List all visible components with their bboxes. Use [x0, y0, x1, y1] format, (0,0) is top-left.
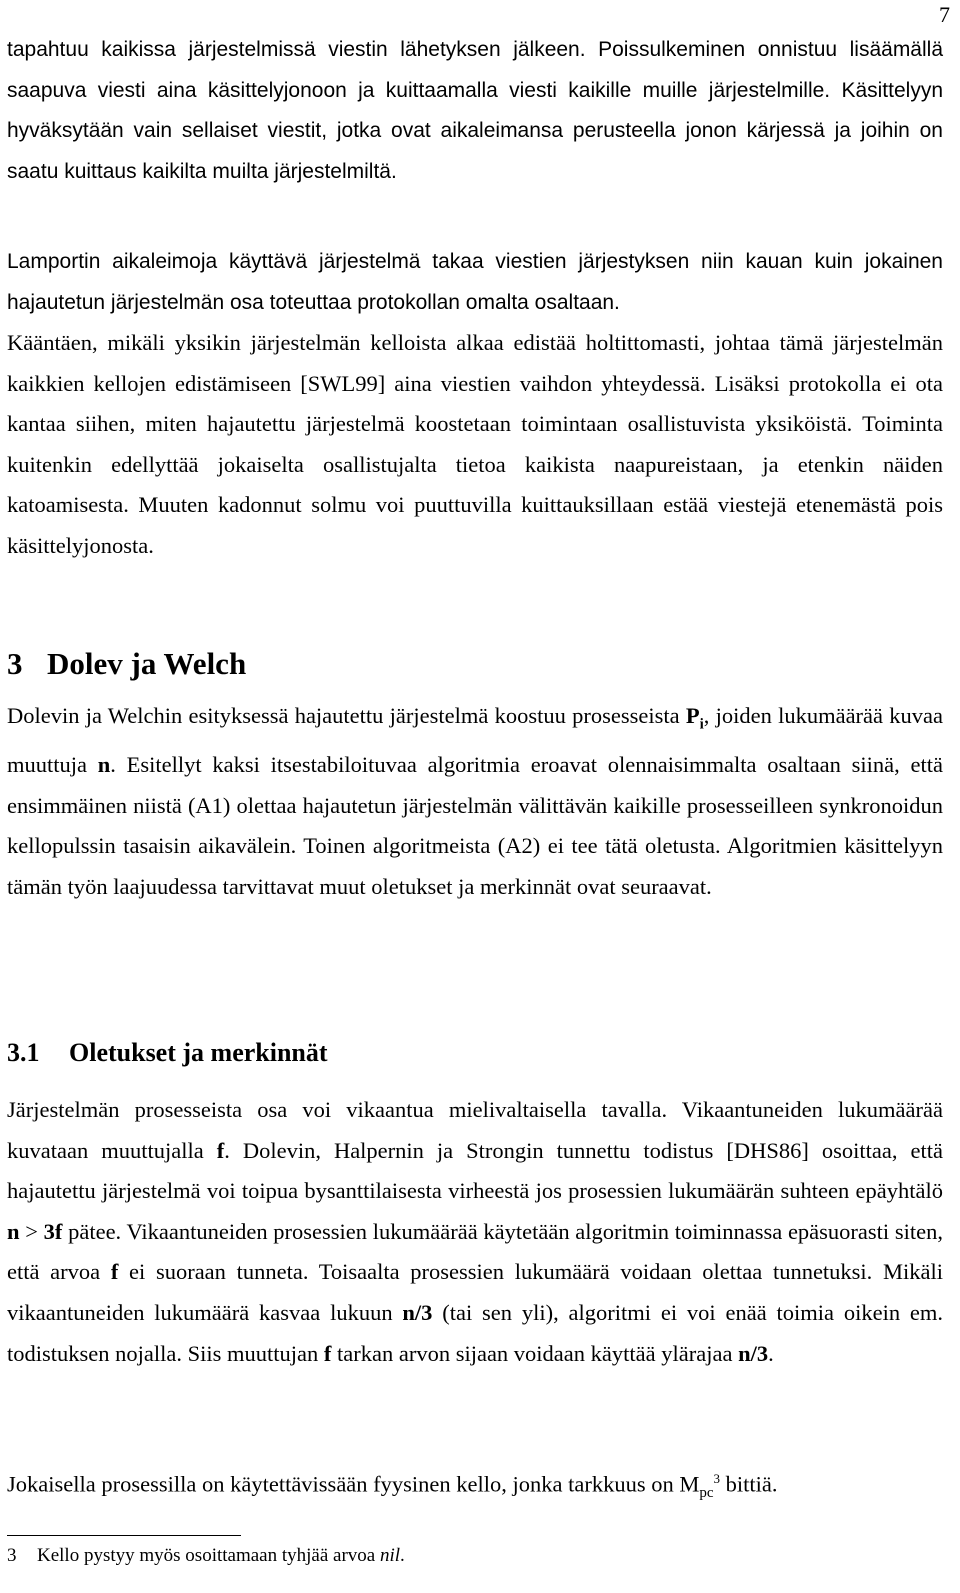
subscript: i — [699, 716, 704, 733]
footnote — [7, 1544, 405, 1568]
paragraph-lamport: Lamportin aikaleimoja käyttävä järjestelmä takaa viestien järjestyksen niin kauan kuin jokainen hajautetun järjestelmän osa toteuttaa protokollan omalta osaltaan. — [7, 250, 943, 314]
footnote-text: Kello pystyy myös osoittamaan tyhjää arvoa — [37, 1545, 380, 1566]
subsection-title: Oletukset ja merkinnät — [69, 1038, 328, 1067]
text-run: . Esitellyt kaksi itsestabiloituvaa algoritmia eroavat olennaisimmalta osaltaan siinä, että ensimmäinen niistä (A1) olettaa hajautetun järjestelmän välittävän kaikille prosesseilleen synkronoidun kellopulssin tasaisin aikavälein. Toinen algoritmeista (A2) ei tee tätä oletusta. Algoritmien käsittelyyn tämän työn laajuudessa tarvittavat muut oletukset ja merkinnät ovat seuraavat. — [7, 752, 944, 899]
bold-term: n/3 — [402, 1299, 433, 1325]
bold-term: P — [685, 703, 700, 728]
text-run: , joiden lukumäärää kuvaa muuttuja — [7, 703, 943, 778]
bold-term: 3f — [43, 1218, 63, 1244]
section-number: 3 — [7, 646, 23, 681]
text-run: Dolevin ja Welchin esityksessä hajautettu järjestelmä koostuu prosesseista — [7, 703, 686, 728]
footnote-divider — [7, 1535, 241, 1536]
paragraph-clock — [7, 1459, 943, 1514]
bold-term: n — [97, 752, 111, 778]
text-run: ei suoraan tunneta. Toisaalta prosessien lukumäärä voidaan olettaa tunnetuksi. Mikäli vikaantuneiden lukumäärä kasvaa lukuun — [7, 1259, 943, 1325]
page-number: 7 — [939, 2, 950, 27]
bold-term: f — [110, 1259, 119, 1285]
text-run: (tai sen yli), algoritmi ei voi enää toimia oikein em. todistuksen nojalla. Siis muuttujan — [7, 1299, 943, 1366]
paragraph-assumptions — [7, 1090, 943, 1374]
section-heading — [7, 645, 246, 683]
bold-term: f — [216, 1137, 225, 1163]
text-run: pätee. Vikaantuneiden prosessien lukumäärää käytetään algoritmin toiminnassa epäsuorasti siten, että arvoa — [7, 1218, 943, 1285]
footnote-ref: 3 — [713, 1471, 721, 1486]
footnote-end: . — [400, 1545, 405, 1566]
text-run: . — [768, 1340, 774, 1366]
section-title: Dolev ja Welch — [47, 646, 247, 681]
subscript: pc — [699, 1485, 714, 1501]
text-run: . Dolevin, Halpernin ja Strongin tunnettu todistus [DHS86] osoittaa, että hajautettu järjestelmä voi toipua bysanttilaisesta virheestä jos prosessien lukumäärän suhteen epäyhtälö — [7, 1137, 943, 1204]
text-run: Järjestelmän prosesseista osa voi vikaantua mielivaltaisella tavalla. Vikaantuneiden lukumäärää kuvataan muuttujalla — [7, 1097, 943, 1163]
text-run: > — [19, 1218, 44, 1244]
footnote-italic: nil — [379, 1545, 401, 1566]
footnote-number: 3 — [7, 1545, 17, 1566]
paragraph-intro: tapahtuu kaikissa järjestelmissä viestin lähetyksen jälkeen. Poissulkeminen onnistuu lisäämällä saapuva viesti aina käsittelyjonoon ja kuittaamalla viesti kaikille muille järjestelmille. Käsittelyyn hyväksytään vain sellaiset viestit, jotka ovat aikaleimansa perusteella jonon kärjessä ja joihin on saatu kuittaus kaikilta muilta järjestelmiltä. — [7, 38, 943, 183]
paragraph-dolev-welch — [7, 696, 943, 907]
subsection-number: 3.1 — [7, 1038, 40, 1067]
text-run: Jokaisella prosessilla on käytettävissään fyysinen kello, jonka tarkkuus on M — [7, 1471, 700, 1497]
paragraph-conversely: Kääntäen, mikäli yksikin järjestelmän kelloista alkaa edistää holtittomasti, johtaa tämä järjestelmän kaikkien kellojen edistämiseen [SWL99] aina viestien vaihdon yhteydessä. Lisäksi protokolla ei ota kantaa siihen, miten hajautettu järjestelmä koostetaan toimintaan osallistuvista yksiköistä. Toiminta kuitenkin edellyttää jokaiselta osallistujalta tietoa kaikista naapureistaan, ja etenkin näiden katoamisesta. Muuten kadonnut solmu voi puuttuvilla kuittauksillaan estää viestejä etenemästä pois käsittelyjonosta. — [7, 330, 943, 558]
bold-term: n/3 — [738, 1340, 769, 1366]
text-run: bittiä. — [720, 1471, 778, 1497]
bold-term: n — [7, 1218, 20, 1244]
subsection-heading — [7, 1037, 328, 1069]
text-run: tarkan arvon sijaan voidaan käyttää ylärajaa — [331, 1340, 739, 1366]
bold-term: f — [323, 1340, 332, 1366]
